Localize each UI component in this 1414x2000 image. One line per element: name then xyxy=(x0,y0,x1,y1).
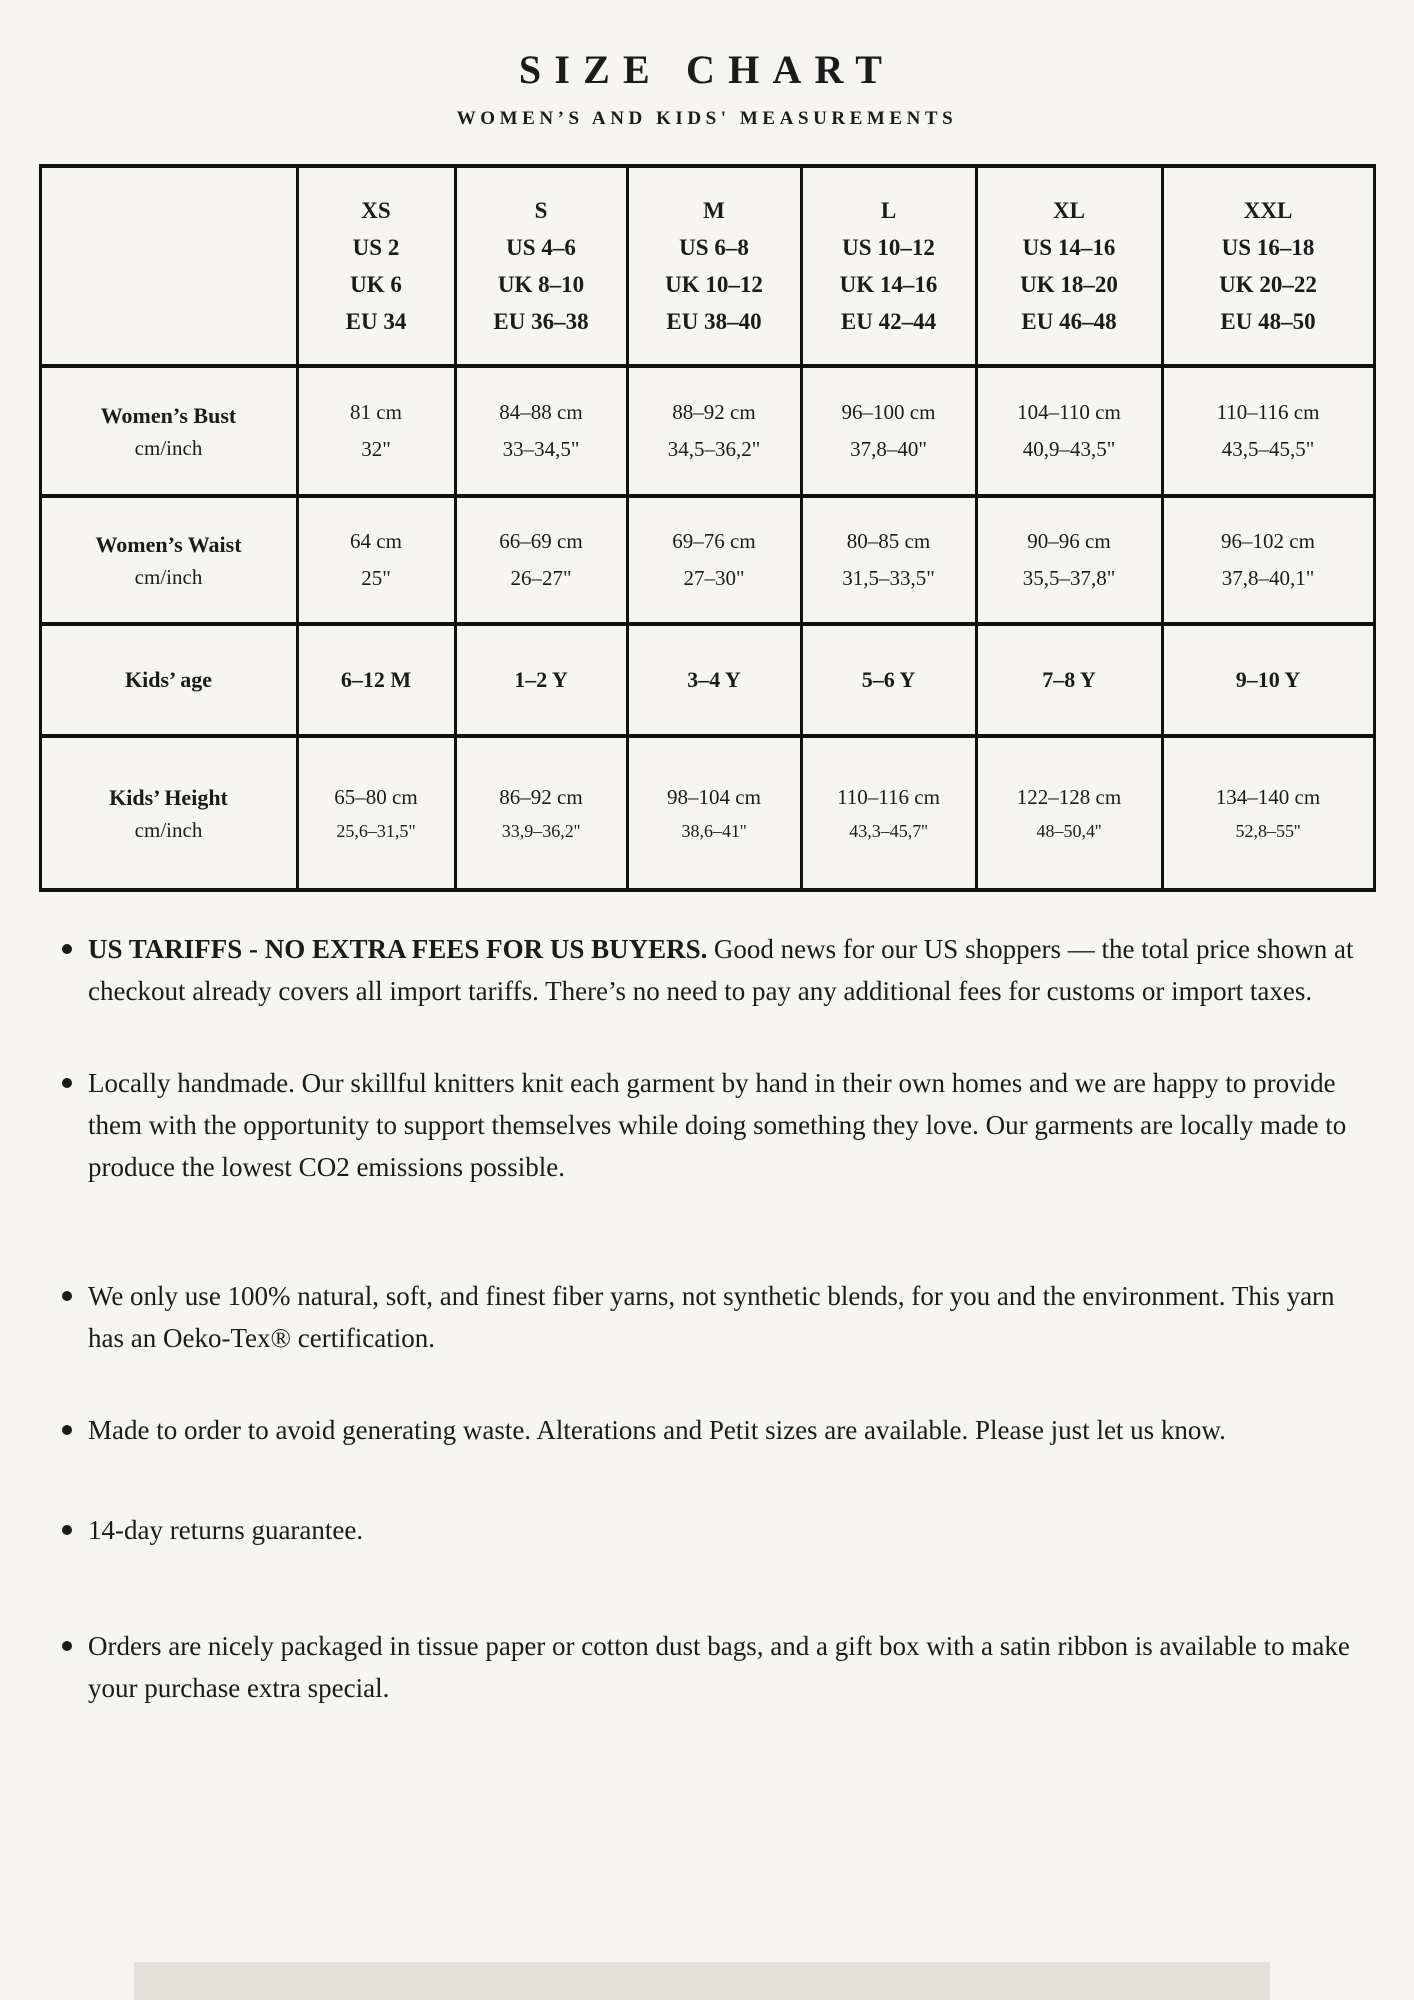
measurement-inch: 38,6–41'' xyxy=(681,820,747,841)
measurement-cell xyxy=(297,736,455,890)
page-title: SIZE CHART xyxy=(518,47,896,92)
table-row xyxy=(40,736,1374,890)
size-header-cell xyxy=(455,166,627,366)
measurement-cell xyxy=(1162,736,1374,890)
measurement-inch: 33,9–36,2'' xyxy=(501,820,581,841)
size-us-label: US 10–12 xyxy=(842,234,935,260)
row-label-cell xyxy=(40,736,297,890)
list-item xyxy=(60,1509,1366,1551)
row-unit-label: cm/inch xyxy=(134,564,203,589)
size-us-label: US 6–8 xyxy=(679,234,749,260)
measurement-cm: 96–102 cm xyxy=(1221,529,1315,554)
row-unit-label: cm/inch xyxy=(134,817,203,842)
measurement-cm: 84–88 cm xyxy=(499,400,583,425)
size-label: XXL xyxy=(1243,197,1293,223)
size-label: XL xyxy=(1053,197,1085,223)
measurement-cell xyxy=(976,624,1162,736)
measurement-cm: 86–92 cm xyxy=(499,784,583,809)
measurement-cm: 64 cm xyxy=(350,529,402,554)
measurement-inch: 32" xyxy=(361,437,391,461)
size-label: XS xyxy=(361,197,391,223)
size-uk-label: UK 18–20 xyxy=(1020,272,1118,297)
size-uk-label: UK 6 xyxy=(350,272,402,297)
measurement-inch: 27–30" xyxy=(683,566,745,590)
size-eu-label: EU 36–38 xyxy=(493,309,589,335)
measurement-cell xyxy=(297,366,455,496)
list-item xyxy=(60,1409,1366,1451)
table-row xyxy=(40,496,1374,624)
bullet-body-text: Made to order to avoid generating waste. Alterations and Petit sizes are available. Please just let us know. xyxy=(88,1414,1226,1445)
measurement-cell xyxy=(976,736,1162,890)
measurement-cell xyxy=(801,496,976,624)
measurement-cm: 66–69 cm xyxy=(499,529,583,554)
measurement-inch: 26–27" xyxy=(510,566,572,590)
table-header-row xyxy=(40,166,1374,366)
measurement-cm: 110–116 cm xyxy=(1216,400,1320,425)
measurement-cm: 88–92 cm xyxy=(672,400,756,425)
measurement-cell xyxy=(976,496,1162,624)
measurement-cm: 122–128 cm xyxy=(1016,784,1122,809)
info-bullet-list xyxy=(60,928,1366,1709)
measurement-cm: 9–10 Y xyxy=(1235,666,1301,692)
size-uk-label: UK 14–16 xyxy=(839,272,938,297)
measurement-cm: 7–8 Y xyxy=(1042,666,1096,692)
measurement-inch: 43,3–45,7'' xyxy=(849,820,928,841)
size-header-cell xyxy=(297,166,455,366)
measurement-inch: 52,8–55'' xyxy=(1235,820,1301,841)
bullet-body-text: Good news for our US shoppers — the total price shown at checkout already covers all import tariffs. There’s no need to pay any additional fees for customs or import taxes. xyxy=(88,934,1354,1007)
measurement-inch: 25" xyxy=(361,566,391,590)
measurement-cell xyxy=(976,366,1162,496)
measurement-cell xyxy=(1162,496,1374,624)
measurement-cell xyxy=(627,736,801,890)
document-heading xyxy=(0,0,1414,130)
bullet-body-text: 14-day returns guarantee. xyxy=(88,1514,364,1545)
row-label-cell xyxy=(40,366,297,496)
size-header-cell xyxy=(976,166,1162,366)
list-item xyxy=(60,1062,1366,1188)
row-unit-label: cm/inch xyxy=(134,435,203,460)
size-eu-label: EU 34 xyxy=(345,309,407,335)
measurement-cm: 6–12 M xyxy=(340,666,412,692)
measurement-inch: 35,5–37,8" xyxy=(1022,566,1116,590)
list-item xyxy=(60,1625,1366,1709)
bullet-dot-icon xyxy=(62,1641,72,1651)
row-label: Women’s Bust xyxy=(100,402,237,428)
measurement-cell xyxy=(297,624,455,736)
measurement-cm: 5–6 Y xyxy=(861,666,916,692)
measurement-inch: 31,5–33,5" xyxy=(842,566,935,590)
measurement-cm: 3–4 Y xyxy=(687,666,741,692)
measurement-cm: 81 cm xyxy=(350,400,402,425)
measurement-inch: 48–50,4'' xyxy=(1036,820,1102,841)
list-item xyxy=(60,1275,1366,1359)
measurement-cell xyxy=(801,366,976,496)
size-us-label: US 14–16 xyxy=(1022,234,1116,260)
measurement-cell xyxy=(801,624,976,736)
size-header-cell xyxy=(627,166,801,366)
size-label: L xyxy=(880,197,897,223)
measurement-cell xyxy=(455,624,627,736)
table-row xyxy=(40,366,1374,496)
size-label: S xyxy=(534,197,548,223)
measurement-cell xyxy=(455,366,627,496)
measurement-cm: 96–100 cm xyxy=(841,400,936,425)
corner-cell xyxy=(40,166,297,366)
measurement-cm: 65–80 cm xyxy=(334,784,418,809)
bullet-dot-icon xyxy=(62,1291,72,1301)
cropped-bottom-block xyxy=(134,1962,1270,2000)
measurement-cell xyxy=(1162,366,1374,496)
measurement-cm: 90–96 cm xyxy=(1027,529,1111,554)
measurement-cell xyxy=(297,496,455,624)
size-eu-label: EU 46–48 xyxy=(1021,309,1117,335)
measurement-cm: 69–76 cm xyxy=(672,529,756,554)
row-label: Kids’ Height xyxy=(109,784,228,810)
measurement-cell xyxy=(627,496,801,624)
size-uk-label: UK 20–22 xyxy=(1219,272,1317,297)
row-label: Women’s Waist xyxy=(95,531,242,557)
size-chart-table xyxy=(39,164,1376,892)
size-header-cell xyxy=(801,166,976,366)
row-label-cell xyxy=(40,624,297,736)
bullet-dot-icon xyxy=(62,944,72,954)
size-uk-label: UK 8–10 xyxy=(497,272,585,297)
size-header-cell xyxy=(1162,166,1374,366)
measurement-cm: 1–2 Y xyxy=(514,666,568,692)
table-row xyxy=(40,624,1374,736)
measurement-inch: 37,8–40" xyxy=(850,437,927,461)
row-label-cell xyxy=(40,496,297,624)
bullet-body-text: Locally handmade. Our skillful knitters knit each garment by hand in their own homes and we are happy to provide them with the opportunity to support themselves while doing something they love. Our garments are locally made to produce the lowest CO2 emissions possible. xyxy=(88,1068,1347,1183)
size-eu-label: EU 48–50 xyxy=(1220,309,1316,335)
measurement-cell xyxy=(1162,624,1374,736)
measurement-cm: 80–85 cm xyxy=(846,529,931,554)
measurement-cell xyxy=(455,496,627,624)
bullet-dot-icon xyxy=(62,1525,72,1535)
size-label: M xyxy=(703,197,725,223)
measurement-cell xyxy=(627,366,801,496)
size-uk-label: UK 10–12 xyxy=(665,272,763,297)
size-us-label: US 4–6 xyxy=(506,234,576,260)
measurement-inch: 34,5–36,2" xyxy=(667,437,761,461)
measurement-inch: 25,6–31,5" xyxy=(336,820,416,841)
measurement-inch: 33–34,5" xyxy=(502,437,580,461)
bullet-dot-icon xyxy=(62,1425,72,1435)
measurement-cell xyxy=(455,736,627,890)
size-eu-label: EU 38–40 xyxy=(666,309,762,335)
bullet-dot-icon xyxy=(62,1078,72,1088)
measurement-cm: 134–140 cm xyxy=(1215,784,1321,809)
size-us-label: US 16–18 xyxy=(1221,234,1315,260)
bullet-body-text: Orders are nicely packaged in tissue paper or cotton dust bags, and a gift box with a satin ribbon is available to make your purchase extra special. xyxy=(88,1630,1350,1704)
size-us-label: US 2 xyxy=(352,234,400,260)
bullet-body-text: We only use 100% natural, soft, and finest fiber yarns, not synthetic blends, for you and the environment. This yarn has an Oeko-Tex® certification. xyxy=(88,1280,1335,1353)
measurement-cm: 104–110 cm xyxy=(1017,400,1121,425)
measurement-inch: 40,9–43,5" xyxy=(1022,437,1116,461)
list-item xyxy=(60,928,1366,1012)
row-label: Kids’ age xyxy=(125,667,212,693)
measurement-cm: 110–116 cm xyxy=(837,784,940,809)
measurement-cell xyxy=(801,736,976,890)
measurement-cell xyxy=(627,624,801,736)
measurement-inch: 37,8–40,1" xyxy=(1221,566,1315,590)
measurement-cm: 98–104 cm xyxy=(667,784,761,809)
measurement-inch: 43,5–45,5" xyxy=(1221,437,1315,461)
size-eu-label: EU 42–44 xyxy=(840,309,937,335)
page-subtitle: WOMEN’S AND KIDS' MEASUREMENTS xyxy=(456,108,958,129)
bullet-lead-text: US TARIFFS - NO EXTRA FEES FOR US BUYERS. xyxy=(88,934,708,964)
